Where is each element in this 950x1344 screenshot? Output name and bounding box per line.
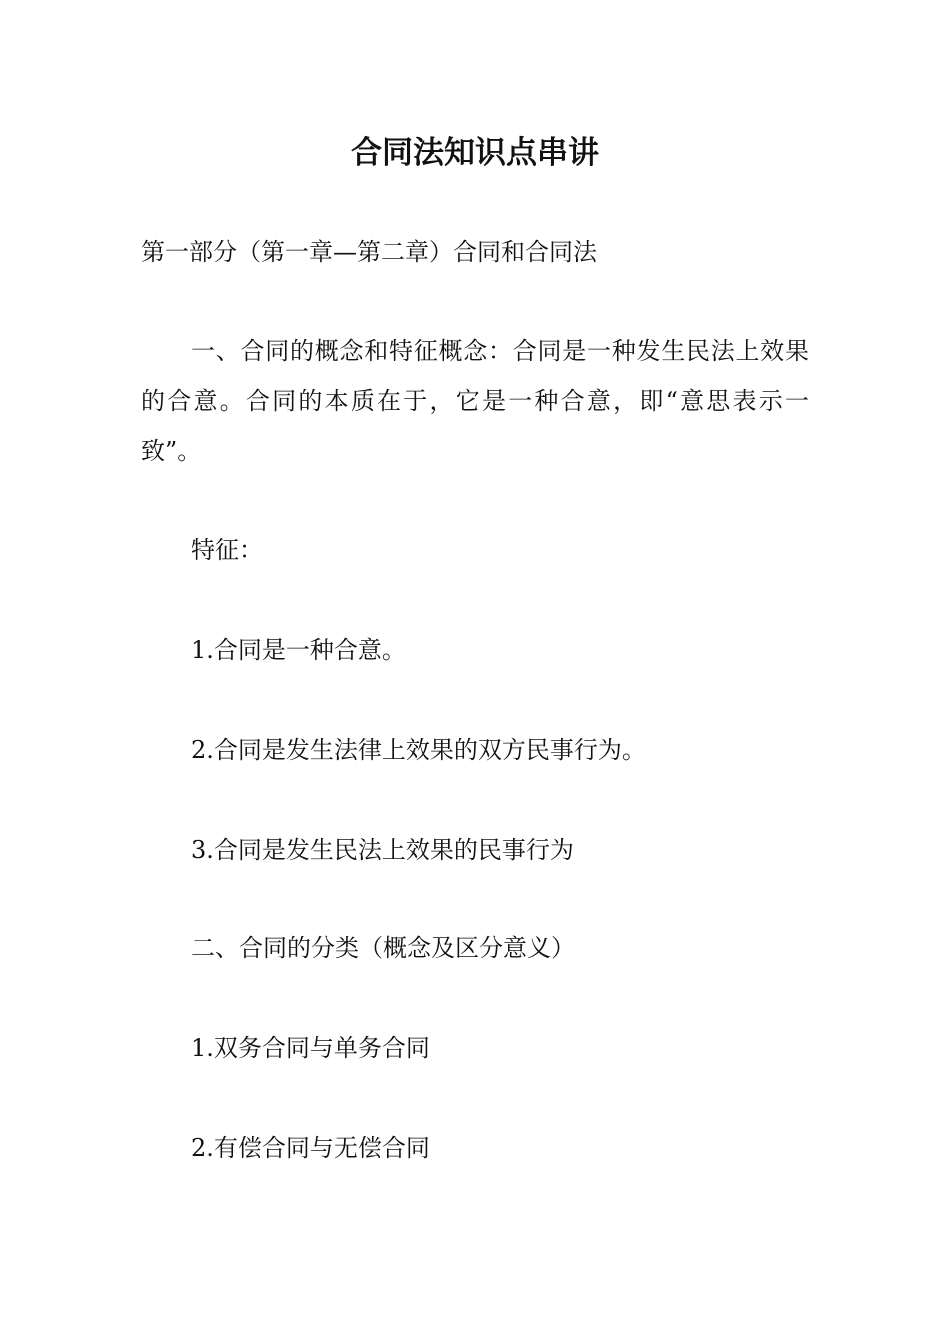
classification-item-1: 1.双务合同与单务合同 [191, 1034, 430, 1062]
concept-paragraph: 一、合同的概念和特征概念：合同是一种发生民法上效果的合意。合同的本质在于，它是一种合意，即“意思表示一致”。 [141, 337, 809, 465]
feature-item-2: 2.合同是发生法律上效果的双方民事行为。 [191, 736, 646, 764]
document-title: 合同法知识点串讲 [351, 135, 599, 171]
feature-item-3: 3.合同是发生民法上效果的民事行为 [191, 836, 574, 864]
part-heading: 第一部分（第一章—第二章）合同和合同法 [141, 238, 597, 266]
feature-item-1: 1.合同是一种合意。 [191, 636, 406, 664]
section2-heading: 二、合同的分类（概念及区分意义） [191, 934, 575, 962]
features-label: 特征： [191, 536, 263, 564]
classification-item-2: 2.有偿合同与无偿合同 [191, 1134, 430, 1162]
